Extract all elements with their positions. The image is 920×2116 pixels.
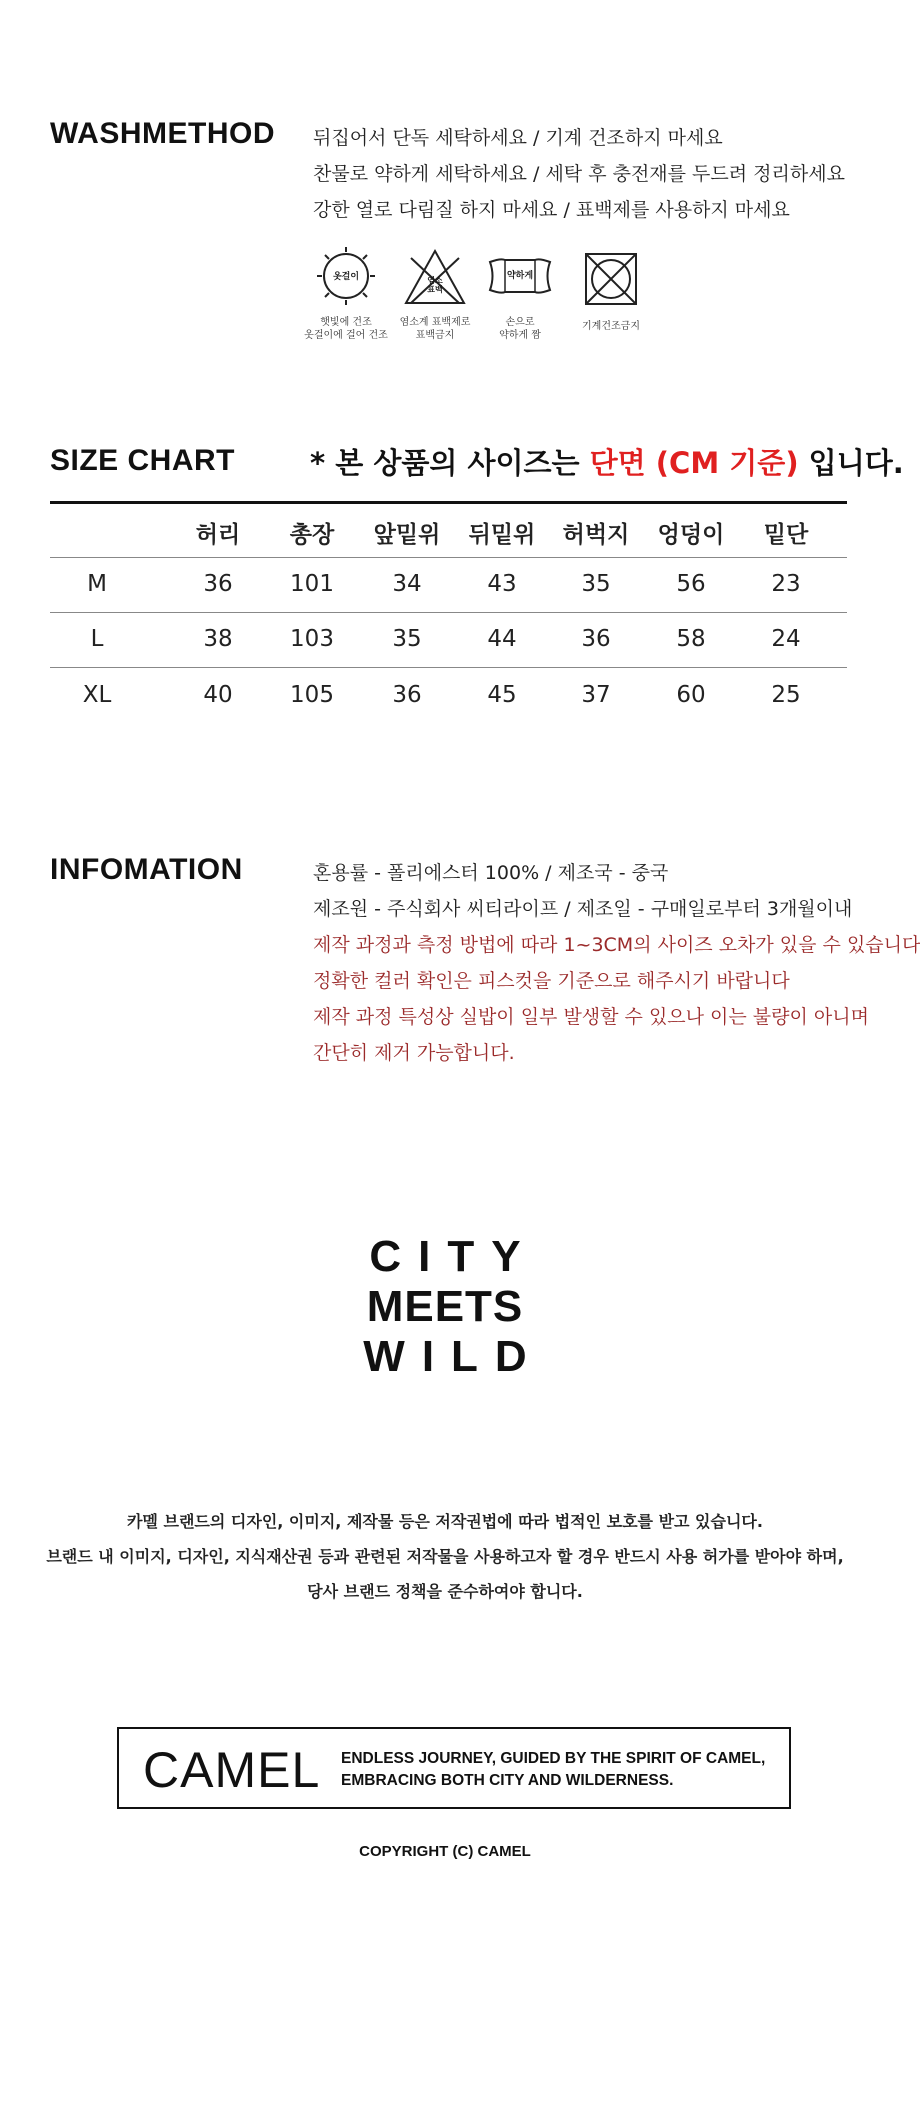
size-table-cell: 25 <box>771 682 801 708</box>
slogan-line: MEETS <box>366 1282 524 1331</box>
size-chart-title: SIZE CHART <box>50 444 235 477</box>
info-warning-line: 제작 과정과 측정 방법에 따라 1~3CM의 사이즈 오차가 있을 수 있습니다 <box>313 934 920 956</box>
no-bleach-icon <box>403 248 467 306</box>
size-table-cell: 35 <box>581 571 611 597</box>
copyright-notice-line: 카멜 브랜드의 디자인, 이미지, 제작물 등은 저작권법에 따라 법적인 보호를 받고 있습니다. <box>127 1512 763 1531</box>
size-table-cell: 36 <box>392 682 422 708</box>
size-note-prefix: * 본 상품의 사이즈는 <box>310 446 590 480</box>
hand-wash-icon <box>487 256 553 296</box>
size-column-header: 앞밑위 <box>373 522 441 548</box>
size-table-top-rule <box>50 501 847 504</box>
size-table-cell: 36 <box>581 626 611 652</box>
size-note-suffix: 입니다. <box>798 446 904 480</box>
size-note <box>310 441 904 482</box>
sun-dry-icon-label: 옷걸이 <box>332 272 360 282</box>
size-table-cell: 24 <box>771 626 801 652</box>
camel-logo: CAMEL <box>143 1742 321 1798</box>
no-bleach-icon-label: 염소 표백 <box>427 276 443 294</box>
size-table-cell: 101 <box>290 571 334 597</box>
size-table-cell: 34 <box>392 571 422 597</box>
size-table-cell: 105 <box>290 682 334 708</box>
size-note-highlight: 단면 (CM 기준) <box>589 446 799 480</box>
size-table-rule <box>50 612 847 613</box>
copyright-notice-line: 브랜드 내 이미지, 디자인, 지식재산권 등과 관련된 저작물을 사용하고자 할 경우 반드시 사용 허가를 받아야 하며, <box>46 1547 844 1566</box>
size-table-cell: 45 <box>487 682 517 708</box>
slogan-line: CITY <box>369 1232 538 1281</box>
info-line: 제조원 - 주식회사 씨티라이프 / 제조일 - 구매일로부터 3개월이내 <box>313 898 853 920</box>
copyright-text: COPYRIGHT (C) CAMEL <box>359 1843 531 1860</box>
size-table-rule <box>50 557 847 558</box>
size-column-header: 엉덩이 <box>657 522 725 548</box>
size-row-label: XL <box>82 682 112 708</box>
wash-line: 찬물로 약하게 세탁하세요 / 세탁 후 충전재를 두드려 정리하세요 <box>313 163 845 185</box>
hand-wash-icon-label: 약하게 <box>506 271 534 281</box>
size-column-header: 밑단 <box>763 522 809 548</box>
size-table-cell: 23 <box>771 571 801 597</box>
size-table-rule <box>50 667 847 668</box>
sun-dry-icon <box>313 245 379 307</box>
hand-wash-caption: 손으로 약하게 짬 <box>499 317 541 341</box>
size-row-label: L <box>90 626 104 652</box>
size-table-cell: 35 <box>392 626 422 652</box>
information-title: INFOMATION <box>50 853 243 886</box>
info-warning-line: 간단히 제거 가능합니다. <box>313 1042 515 1064</box>
size-table-cell: 103 <box>290 626 334 652</box>
size-column-header: 뒤밑위 <box>468 522 536 548</box>
city-meets-wild-logo <box>345 1232 545 1382</box>
size-table-cell: 43 <box>487 571 517 597</box>
sun-dry-caption: 햇빛에 건조 옷걸이에 걸어 건조 <box>304 317 388 341</box>
size-table-cell: 40 <box>203 682 233 708</box>
size-row-label: M <box>87 571 107 597</box>
size-table-cell: 44 <box>487 626 517 652</box>
size-table-cell: 58 <box>676 626 706 652</box>
size-column-header: 허벅지 <box>562 522 630 548</box>
size-table-cell: 38 <box>203 626 233 652</box>
slogan-line: WILD <box>363 1332 544 1381</box>
wash-line: 뒤집어서 단독 세탁하세요 / 기계 건조하지 마세요 <box>313 127 723 149</box>
no-bleach-caption: 염소계 표백제로 표백금지 <box>399 317 471 341</box>
info-line: 혼용률 - 폴리에스터 100% / 제조국 - 중국 <box>313 862 669 884</box>
size-table-cell: 60 <box>676 682 706 708</box>
no-tumble-dry-caption: 기계건조금지 <box>582 321 640 332</box>
brand-banner <box>117 1727 791 1809</box>
wash-line: 강한 열로 다림질 하지 마세요 / 표백제를 사용하지 마세요 <box>313 199 790 221</box>
size-table-cell: 56 <box>676 571 706 597</box>
info-warning-line: 제작 과정 특성상 실밥이 일부 발생할 수 있으나 이는 불량이 아니며 <box>313 1006 869 1028</box>
size-column-header: 총장 <box>289 522 335 548</box>
info-warning-line: 정확한 컬러 확인은 피스컷을 기준으로 해주시기 바랍니다 <box>313 970 790 992</box>
copyright-notice-line: 당사 브랜드 정책을 준수하여야 합니다. <box>307 1582 583 1601</box>
size-column-header: 허리 <box>195 522 241 548</box>
size-table-cell: 37 <box>581 682 611 708</box>
brand-tagline: ENDLESS JOURNEY, GUIDED BY THE SPIRIT OF CAMEL, EMBRACING BOTH CITY AND WILDERNESS. <box>341 1750 766 1789</box>
wash-method-title: WASHMETHOD <box>50 117 275 150</box>
size-table-cell: 36 <box>203 571 233 597</box>
no-tumble-dry-icon <box>584 252 638 306</box>
